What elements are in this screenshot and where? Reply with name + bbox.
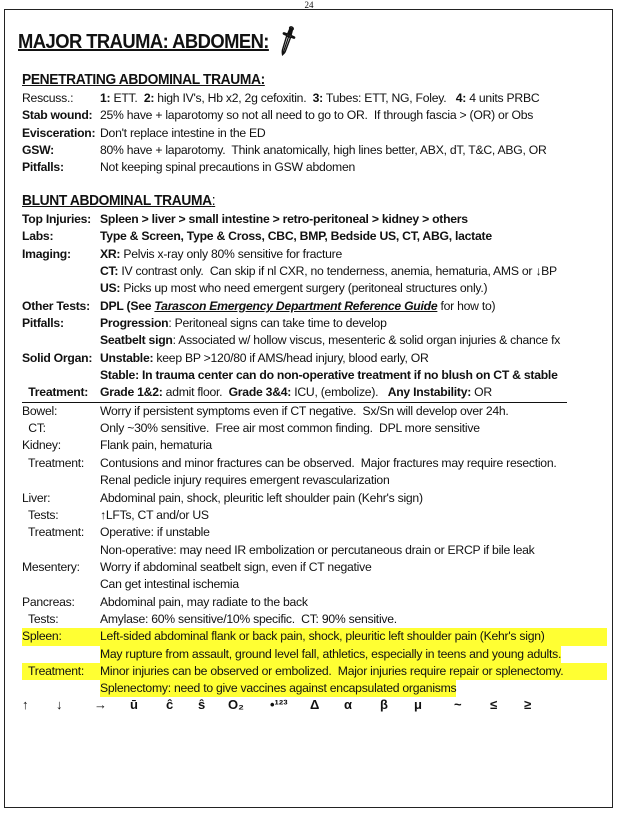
- row-content: [100, 159, 355, 176]
- symbol-glyph: ĉ: [166, 697, 174, 712]
- text-segment: 3:: [312, 91, 323, 105]
- text-segment: Left-sided abdominal flank or back pain, shock, pleuritic left shoulder pain (Kehr's sign): [100, 629, 545, 644]
- text-segment: Pelvis x-ray only 80% sensitive for fracture: [120, 246, 343, 261]
- text-segment: admit floor.: [162, 385, 229, 400]
- row-continuation: [22, 367, 610, 384]
- row-content: [100, 315, 387, 332]
- row-content: [100, 542, 535, 559]
- row-evisceration: [22, 125, 610, 142]
- symbol-glyph: α: [344, 697, 352, 712]
- text-segment: IV contrast only. Can skip if nl CXR, no tenderness, anemia, hematuria, AMS or ↓BP: [118, 264, 557, 279]
- text-segment: 2:: [143, 91, 155, 105]
- row-label: Tests:: [22, 611, 59, 626]
- row-continuation: [22, 576, 610, 593]
- row-treatment: [22, 384, 567, 402]
- row-rescuss: [22, 90, 610, 107]
- row-label: Pitfalls:: [22, 160, 64, 175]
- text-segment: Contusions and minor fractures can be observed. Major fractures may require resection.: [100, 455, 557, 470]
- text-segment: Stable:: [100, 368, 139, 383]
- row-content: [100, 367, 558, 384]
- row-label: CT:: [22, 421, 46, 436]
- row-continuation: [22, 680, 610, 697]
- symbol-glyph: μ: [414, 697, 422, 712]
- text-segment: Any Instability:: [387, 385, 472, 400]
- text-segment: Abdominal pain, may radiate to the back: [100, 594, 308, 609]
- text-segment: Spleen > liver > small intestine > retro-peritoneal > kidney > others: [100, 212, 468, 226]
- row-content: [100, 490, 423, 507]
- penetrating-section: [22, 90, 610, 177]
- row-treatment: [22, 663, 607, 680]
- row-treatment: [22, 524, 610, 541]
- title-text: MAJOR TRAUMA: ABDOMEN:: [18, 31, 269, 53]
- row-content: [100, 455, 557, 472]
- text-segment: May rupture from assault, ground level fall, athletics, especially in teens and young adults.: [100, 646, 562, 661]
- text-segment: US:: [100, 281, 121, 296]
- blunt-heading-colon: :: [211, 192, 216, 209]
- row-label: Kidney:: [22, 438, 61, 453]
- row-label: Labs:: [22, 229, 54, 244]
- text-segment: 25% have + laparotomy so not all need to go to OR. If through fascia > (OR) or Obs: [100, 108, 534, 123]
- row-label: Stab wound:: [22, 108, 93, 123]
- row-kidney: [22, 437, 610, 454]
- row-solid-organ: [22, 350, 610, 367]
- row-label: Treatment:: [22, 663, 85, 678]
- row-content: [100, 559, 372, 576]
- row-content: [100, 628, 545, 645]
- row-liver: [22, 490, 610, 507]
- text-segment: Worry if abdominal seatbelt sign, even if CT negative: [100, 559, 372, 574]
- text-segment: Non-operative: may need IR embolization or percutaneous drain or ERCP if bile leak: [100, 542, 535, 557]
- row-content: [100, 403, 509, 420]
- page-number: 24: [304, 0, 314, 10]
- row-content: [100, 576, 239, 593]
- row-label: Evisceration:: [22, 125, 96, 140]
- text-segment: Type & Screen, Type & Cross, CBC, BMP, Bedside US, CT, ABG, lactate: [100, 229, 492, 244]
- reference-title: Tarascon Emergency Department Reference Guide: [154, 298, 438, 313]
- row-content: [100, 246, 342, 263]
- row-label: Spleen:: [22, 629, 62, 644]
- row-continuation: [22, 542, 610, 559]
- row-ct: [22, 420, 610, 437]
- row-content: [100, 384, 492, 401]
- text-segment: Can get intestinal ischemia: [100, 577, 239, 592]
- row-label: Top Injuries:: [22, 212, 91, 226]
- text-segment: Seatbelt sign: [100, 333, 173, 348]
- row-continuation: [22, 332, 610, 349]
- text-segment: 1:: [100, 91, 111, 105]
- row-label: Treatment:: [22, 385, 89, 400]
- text-segment: Tubes: ETT, NG, Foley.: [322, 91, 456, 105]
- row-gsw: [22, 142, 610, 159]
- blunt-heading: [22, 192, 215, 209]
- row-label: Tests:: [22, 507, 59, 522]
- row-content: [100, 263, 557, 280]
- symbol-glyph: ↓: [56, 697, 63, 712]
- row-continuation: [22, 646, 610, 663]
- row-content: [100, 524, 210, 541]
- row-content: [100, 646, 561, 663]
- row-content: [100, 332, 560, 349]
- row-imaging: [22, 246, 610, 263]
- row-content: [100, 472, 390, 489]
- symbol-glyph: ū: [130, 697, 138, 712]
- text-segment: DPL (See: [100, 298, 155, 313]
- text-segment: Abdominal pain, shock, pleuritic left shoulder pain (Kehr's sign): [100, 490, 423, 505]
- penetrating-heading: PENETRATING ABDOMINAL TRAUMA:: [22, 71, 265, 88]
- row-label: Rescuss.:: [22, 91, 74, 105]
- text-segment: Grade 1&2:: [100, 385, 163, 400]
- text-segment: Renal pedicle injury requires emergent revascularization: [100, 473, 390, 488]
- text-segment: OR: [471, 385, 492, 400]
- text-segment: CT:: [100, 264, 119, 279]
- text-segment: Operative: if unstable: [100, 525, 210, 540]
- text-segment: Amylase: 60% sensitive/10% specific. CT: 90% sensitive.: [100, 611, 397, 626]
- row-label: Treatment:: [22, 525, 85, 540]
- row-label: Imaging:: [22, 246, 71, 261]
- row-content: [100, 107, 533, 124]
- blunt-heading-text: BLUNT ABDOMINAL TRAUMA: [22, 192, 212, 209]
- symbol-glyph: •¹²³: [270, 697, 288, 712]
- text-segment: Only ~30% sensitive. Free air most common finding. DPL more sensitive: [100, 421, 480, 436]
- text-segment: Minor injuries can be observed or embolized. Major injuries require repair or splenectomy.: [100, 663, 564, 678]
- row-label: Other Tests:: [22, 298, 90, 313]
- text-segment: Progression: [100, 316, 169, 331]
- row-label: GSW:: [22, 143, 54, 158]
- row-stab-wound: [22, 107, 610, 124]
- row-content: [100, 437, 212, 454]
- text-segment: Not keeping spinal precautions in GSW abdomen: [100, 160, 355, 175]
- text-segment: Don't replace intestine in the ED: [100, 125, 266, 140]
- text-segment: : Associated w/ hollow viscus, mesenteric & solid organ injuries & chance fx: [172, 333, 561, 348]
- row-continuation: [22, 280, 610, 297]
- row-content: [100, 211, 468, 228]
- symbol-glyph: ≤: [490, 697, 498, 712]
- text-segment: Unstable:: [100, 350, 154, 365]
- text-segment: ↑LFTs, CT and/or US: [100, 507, 209, 522]
- row-top-injuries: [22, 211, 610, 228]
- text-segment: keep BP >120/80 if AMS/head injury, blood early, OR: [153, 350, 429, 365]
- row-content: [100, 280, 487, 297]
- row-content: [100, 350, 429, 367]
- symbol-glyph: β: [380, 697, 388, 712]
- text-segment: 4:: [455, 91, 467, 105]
- text-segment: 4 units PRBC: [466, 91, 540, 105]
- text-segment: Worry if persistent symptoms even if CT negative. Sx/Sn will develop over 24h.: [100, 403, 509, 418]
- symbol-glyph: O₂: [228, 697, 244, 712]
- text-segment: Picks up most who need emergent surgery (peritoneal structures only.): [120, 281, 488, 296]
- row-treatment: [22, 455, 610, 472]
- row-label: Bowel:: [22, 403, 58, 418]
- row-content: [100, 420, 480, 437]
- symbol-glyph: →: [94, 697, 107, 712]
- symbol-glyph: ↑: [22, 697, 29, 712]
- symbol-glyph: Δ: [310, 697, 320, 712]
- text-segment: for how to): [437, 298, 496, 313]
- text-segment: XR:: [100, 246, 121, 261]
- row-content: [100, 228, 492, 245]
- blunt-section: [22, 211, 610, 698]
- row-label: Pitfalls:: [22, 316, 64, 331]
- row-content: [100, 507, 209, 524]
- row-labs: [22, 228, 610, 245]
- dagger-icon: 🗡︎: [270, 23, 304, 58]
- row-content: [100, 142, 547, 159]
- row-label: Treatment:: [22, 455, 85, 470]
- row-mesentery: [22, 559, 610, 576]
- text-segment: : Peritoneal signs can take time to develop: [168, 316, 387, 331]
- row-tests: [22, 611, 610, 628]
- symbol-glyph: ~: [454, 697, 462, 712]
- row-tests: [22, 507, 610, 524]
- text-segment: 80% have + laparotomy. Think anatomically, high lines better, ABX, dT, T&C, ABG, OR: [100, 143, 547, 158]
- symbol-glyph: ≥: [524, 697, 532, 712]
- text-segment: In trauma center can do non-operative treatment if no blush on CT & stable: [138, 368, 558, 383]
- row-label: Pancreas:: [22, 594, 75, 609]
- row-content: [100, 611, 397, 628]
- text-segment: high IV's, Hb x2, 2g cefoxitin.: [154, 91, 313, 105]
- row-content: [100, 298, 495, 315]
- text-segment: ICU, (embolize).: [291, 385, 388, 400]
- row-pitfalls: [22, 315, 610, 332]
- text-segment: Flank pain, hematuria: [100, 438, 212, 453]
- row-other-tests: [22, 298, 610, 315]
- row-pitfalls: [22, 159, 610, 176]
- text-segment: ETT.: [110, 91, 144, 105]
- text-segment: Grade 3&4:: [228, 385, 292, 400]
- row-content: [100, 594, 308, 611]
- row-label: Solid Organ:: [22, 350, 93, 365]
- row-continuation: [22, 472, 610, 489]
- row-pancreas: [22, 594, 610, 611]
- symbol-glyph: ŝ: [198, 697, 206, 712]
- row-bowel: [22, 403, 610, 420]
- row-continuation: [22, 263, 610, 280]
- row-content: [100, 125, 265, 142]
- page-title: [18, 23, 304, 58]
- row-content: [100, 90, 539, 107]
- row-label: Liver:: [22, 490, 51, 505]
- text-segment: Splenectomy: need to give vaccines against encapsulated organisms: [100, 681, 457, 696]
- row-content: [100, 663, 563, 680]
- row-content: [100, 680, 456, 697]
- row-spleen: [22, 628, 607, 645]
- row-label: Mesentery:: [22, 559, 80, 574]
